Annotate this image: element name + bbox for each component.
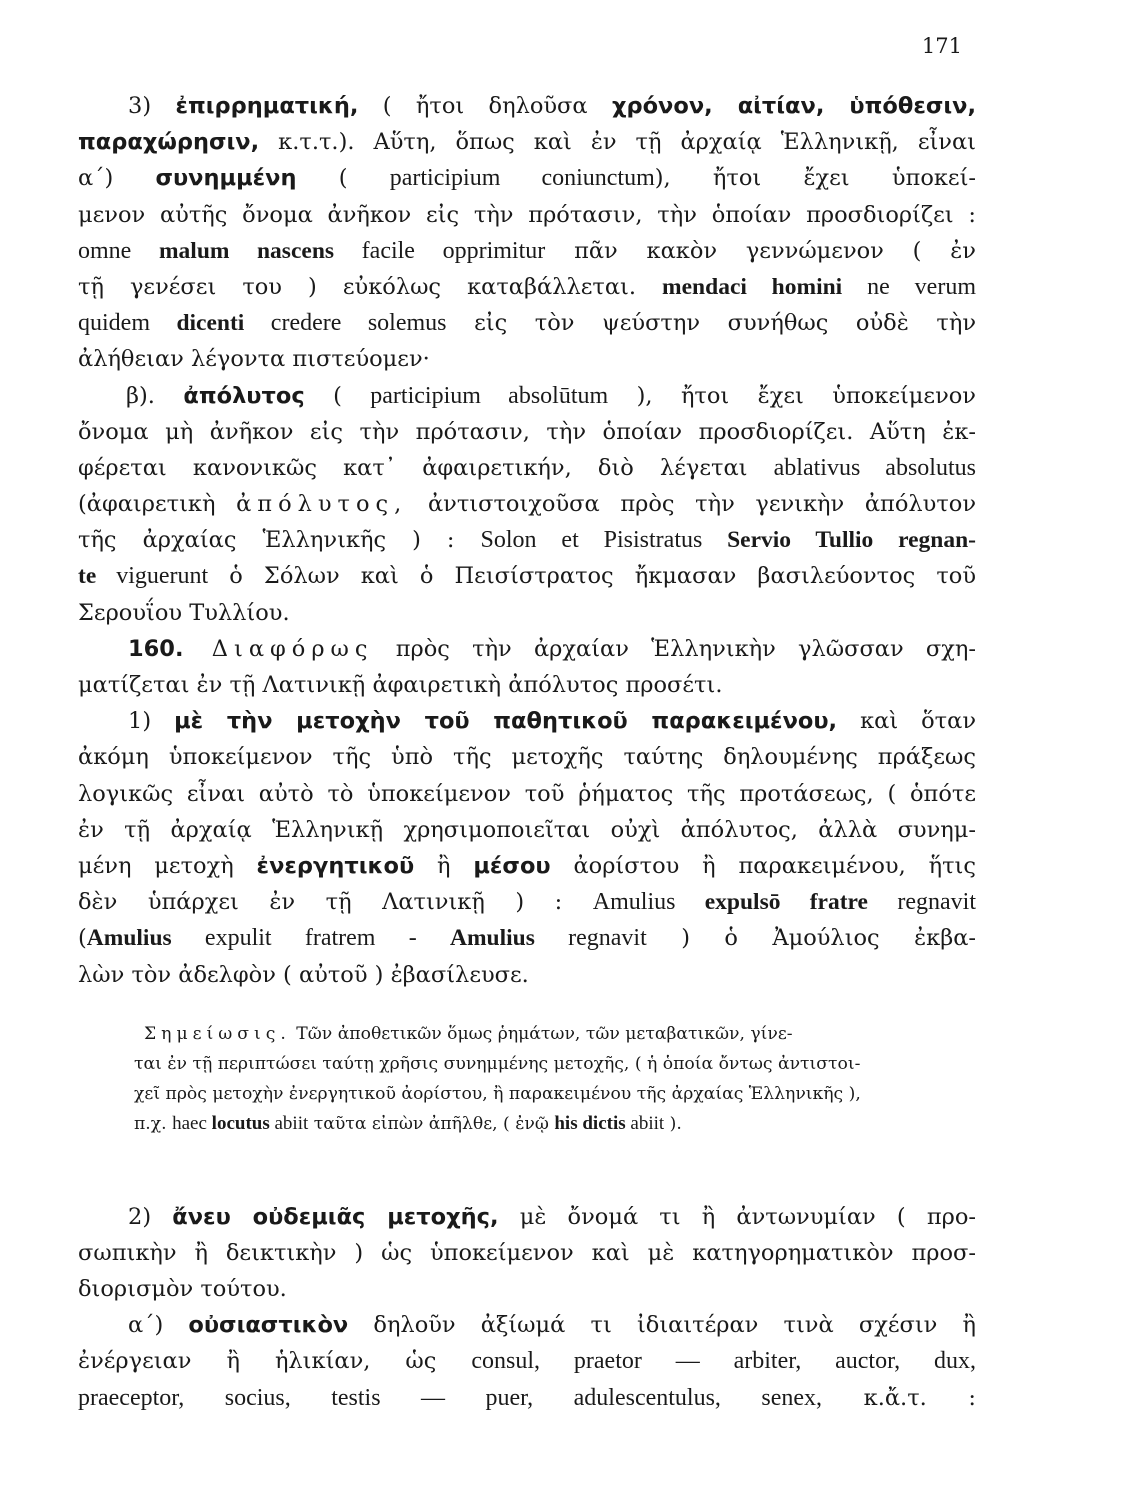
- text-line: [78, 848, 976, 884]
- latin-bold: mendaci homini: [662, 273, 843, 300]
- text-span: ἀορίστου ἢ παρακειμένου, ἥτις: [550, 852, 976, 879]
- spaced-text: Διαφόρως: [183, 635, 374, 662]
- latin-text: abiit: [269, 1112, 309, 1134]
- text-span: τῆς ἀρχαίας Ἑλληνικῆς ) :: [78, 527, 481, 554]
- text-span: (: [296, 165, 390, 192]
- text-span: ὁ Σόλων καὶ ὁ Πεισίστρατος ἤκμασαν βασιλεύοντος τοῦ: [208, 563, 976, 590]
- bold-term: ἐπιρρηματική,: [175, 93, 359, 119]
- text-line: [78, 197, 976, 233]
- text-span: πᾶν κακὸν γεννώμενον ( ἐν: [545, 237, 976, 264]
- text-line: [78, 739, 976, 775]
- text-span: τῇ γενέσει του ) εὐκόλως καταβάλλεται.: [78, 273, 663, 300]
- text-span: ( ἤτοι δηλοῦσα: [358, 93, 612, 119]
- text-span: 3): [128, 93, 176, 119]
- text-span: δηλοῦν ἀξίωμά τι ἰδιαιτέραν τινὰ σχέσιν ἢ: [348, 1312, 976, 1339]
- text-line: [78, 667, 976, 703]
- text-span: ὄνομα μὴ ἀνῆκον εἰς τὴν πρότασιν, τὴν ὁποίαν προσδιορίζει. Αὕτη ἐκ-: [78, 418, 976, 445]
- latin-text: haec: [172, 1112, 207, 1134]
- text-span: ἀκόμη ὑποκείμενον τῆς ὑπὸ τῆς μετοχῆς ταύτης δηλουμένης πράξεως: [78, 744, 976, 771]
- text-span: ἢ: [414, 852, 474, 879]
- main-text: [78, 88, 976, 1416]
- latin-text: consul, praetor — arbiter, auctor, dux,: [471, 1348, 976, 1375]
- text-span: ) ὁ Ἀμούλιος ἐκβα-: [646, 925, 976, 952]
- text-line: [78, 88, 976, 124]
- latin-bold: Amulius: [86, 925, 172, 952]
- note-line: [78, 1019, 976, 1049]
- text-line: [78, 558, 976, 594]
- text-line: [78, 920, 976, 956]
- page-number: 171: [921, 34, 962, 58]
- text-span: ἐνέργειαν ἢ ἡλικίαν, ὡς: [78, 1348, 472, 1375]
- text-line: [78, 269, 976, 305]
- section-number: 160.: [128, 635, 184, 662]
- latin-text: expulit fratrem -: [171, 925, 450, 952]
- latin-text: Solon et Pisistratus: [480, 527, 703, 554]
- bold-term: συνημμένη: [155, 165, 297, 192]
- text-line: [78, 1271, 976, 1307]
- latin-bold: Amulius: [449, 925, 535, 952]
- text-span: σωπικὴν ἢ δεικτικὴν ) ὡς ὑποκείμενον καὶ μὲ κατηγορηματικὸν προσ-: [78, 1239, 976, 1266]
- text-span: φέρεται κανονικῶς κατ᾽ ἀφαιρετικήν, διὸ λέγεται: [78, 454, 774, 481]
- text-span: ματίζεται ἐν τῇ Λατινικῇ ἀφαιρετικὴ ἀπόλυτος προσέτι.: [78, 672, 723, 698]
- latin-bold: locutus: [206, 1112, 270, 1134]
- text-line: [78, 631, 976, 667]
- text-span: πρὸς τὴν ἀρχαίαν Ἑλληνικὴν γλῶσσαν σχη-: [373, 635, 976, 662]
- text-line: [78, 233, 976, 269]
- note-heading: Σημείωσις.: [144, 1023, 291, 1044]
- latin-text: viguerunt: [96, 563, 209, 590]
- note-line: [78, 1109, 976, 1139]
- spaced-text: ἀπόλυτος,: [236, 491, 408, 518]
- text-line: [78, 703, 976, 739]
- latin-bold: te: [78, 563, 97, 590]
- text-span: ).: [664, 1113, 682, 1134]
- bold-term: μέσου: [473, 852, 551, 879]
- text-line: [78, 1307, 976, 1343]
- note-line: [78, 1079, 976, 1109]
- text-line: [78, 776, 976, 812]
- text-line: [78, 124, 976, 160]
- text-line: [78, 1235, 976, 1271]
- bold-term: παραχώρησιν,: [78, 129, 260, 156]
- text-line: [78, 1199, 976, 1235]
- text-line: [78, 884, 976, 920]
- latin-text: credere solemus: [244, 310, 447, 337]
- latin-text: Amulius: [592, 889, 676, 916]
- text-line: [78, 341, 976, 377]
- latin-text: participium absolūtum: [370, 382, 609, 409]
- latin-text: ablativus absolutus: [773, 454, 976, 481]
- text-line: [78, 812, 976, 848]
- latin-text: participium coniunctum: [389, 165, 655, 192]
- text-span: λὼν τὸν ἀδελφὸν ( αὐτοῦ ) ἐβασίλευσε.: [78, 961, 529, 988]
- text-line: [78, 1343, 976, 1379]
- text-span: δὲν ὑπάρχει ἐν τῇ Λατινικῇ ) :: [78, 889, 593, 916]
- spacer: [78, 993, 976, 1019]
- text-span: εἰς τὸν ψεύστην συνήθως οὐδὲ τὴν: [446, 310, 976, 337]
- text-span: Τῶν ἀποθετικῶν ὅμως ῥημάτων, τῶν μεταβατικῶν, γίνε-: [290, 1023, 793, 1044]
- text-span: ται ἐν τῇ περιπτώσει ταύτῃ χρῆσις συνημμένης μετοχῆς, ( ἡ ὁποία ὄντως ἀντιστοι-: [134, 1053, 861, 1074]
- text-line: [78, 957, 976, 993]
- text-line: [78, 450, 976, 486]
- text-span: λογικῶς εἶναι αὐτὸ τὸ ὑποκείμενον τοῦ ῥήματος τῆς προτάσεως, ( ὁπότε: [78, 780, 976, 807]
- text-line: [78, 595, 976, 631]
- latin-text: praeceptor, socius, testis — puer, adulescentulus, senex,: [78, 1384, 823, 1411]
- spacer: [78, 1139, 976, 1199]
- text-span: μὲ ὄνομά τι ἢ ἀντωνυμίαν ( προ-: [498, 1203, 976, 1230]
- text-line: [78, 522, 976, 558]
- text-span: α΄): [128, 1312, 189, 1339]
- text-span: (: [78, 925, 87, 952]
- latin-bold: Servio Tullio regnan-: [702, 527, 976, 554]
- latin-text: omne: [78, 237, 159, 264]
- text-span: (ἀφαιρετικὴ: [78, 491, 237, 518]
- text-span: (: [304, 382, 371, 409]
- bold-term: οὐσιαστικὸν: [188, 1312, 349, 1339]
- text-span: διορισμὸν τούτου.: [78, 1276, 287, 1303]
- text-span: 1): [128, 708, 175, 735]
- text-span: ἀντιστοιχοῦσα πρὸς τὴν γενικὴν ἀπόλυτον: [407, 491, 976, 518]
- text-line: [78, 378, 976, 414]
- latin-bold: his dictis: [554, 1112, 626, 1134]
- text-span: β).: [126, 382, 184, 409]
- text-span: π.χ.: [134, 1113, 173, 1134]
- text-line: [78, 486, 976, 522]
- text-span: ταῦτα εἰπὼν ἀπῆλθε, ( ἐνῷ: [308, 1113, 555, 1134]
- latin-bold: expulsō fratre: [675, 889, 868, 916]
- note-line: [78, 1049, 976, 1079]
- latin-text: facile opprimitur: [334, 237, 546, 264]
- text-span: ), ἤτοι ἔχει ὑποκεί-: [654, 165, 976, 192]
- latin-text: regnavit: [534, 925, 647, 952]
- bold-term: ἄνευ οὐδεμιᾶς μετοχῆς,: [172, 1203, 499, 1230]
- bold-term: ἐνεργητικοῦ: [256, 852, 415, 879]
- text-span: ἀλήθειαν λέγοντα πιστεύομεν·: [78, 346, 430, 373]
- text-span: κ.τ.τ.). Αὕτη, ὅπως καὶ ἐν τῇ ἀρχαίᾳ Ἑλληνικῇ, εἶναι: [259, 129, 976, 156]
- latin-text: abiit: [625, 1112, 665, 1134]
- bold-term: ἀπόλυτος: [183, 382, 305, 409]
- bold-term: μὲ τὴν μετοχὴν τοῦ παθητικοῦ παρακειμένου,: [174, 708, 838, 735]
- text-line: [78, 160, 976, 196]
- text-span: ἐν τῇ ἀρχαίᾳ Ἑλληνικῇ χρησιμοποιεῖται οὐχὶ ἀπόλυτος, ἀλλὰ συνημ-: [78, 816, 976, 843]
- latin-bold: dicenti: [176, 310, 245, 337]
- text-span: μενον αὐτῆς ὄνομα ἀνῆκον εἰς τὴν πρότασιν, τὴν ὁποίαν προσδιορίζει :: [78, 201, 976, 228]
- bold-term: χρόνον, αἰτίαν, ὑπόθεσιν,: [611, 93, 976, 119]
- text-span: α΄): [78, 165, 156, 192]
- latin-bold: malum nascens: [158, 237, 335, 264]
- latin-text: ne verum: [842, 273, 976, 300]
- text-span: καὶ ὅταν: [837, 708, 976, 735]
- text-span: ), ἤτοι ἔχει ὑποκείμενον: [608, 382, 976, 409]
- latin-text: regnavit: [867, 889, 976, 916]
- text-span: 2): [128, 1203, 173, 1230]
- text-line: [78, 414, 976, 450]
- text-span: μένη μετοχὴ: [78, 852, 257, 879]
- text-span: κ.ἄ.τ. :: [822, 1384, 976, 1411]
- text-line: [78, 1380, 976, 1416]
- text-span: Σερουΐου Τυλλίου.: [78, 599, 290, 626]
- text-line: [78, 305, 976, 341]
- text-span: χεῖ πρὸς μετοχὴν ἐνεργητικοῦ ἀορίστου, ἢ παρακειμένου τῆς ἀρχαίας Ἑλληνικῆς ),: [134, 1083, 861, 1104]
- latin-text: quidem: [78, 310, 177, 337]
